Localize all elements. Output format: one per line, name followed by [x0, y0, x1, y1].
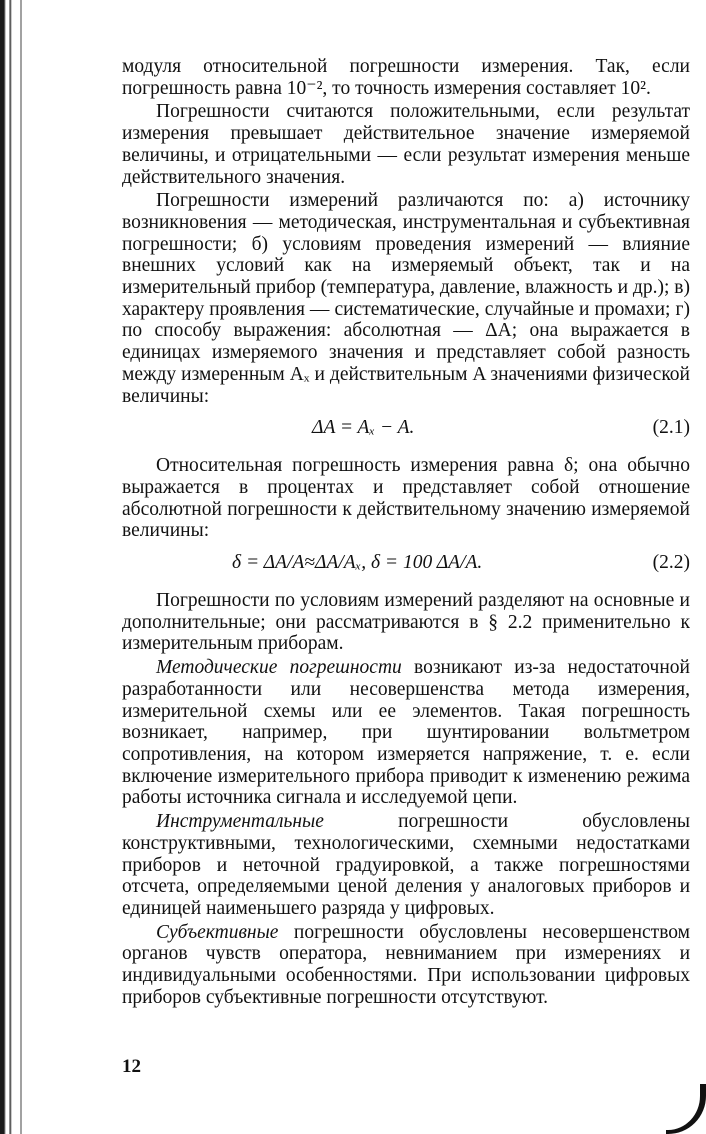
paragraph: Погрешности измерений различаются по: а) источнику возникновения — методическая, инструментальная и субъективная погрешности; б) условиям проведения измерений — влияние внешних условий как на измеряемый объект, так и на измерительный прибор (температура, давление, влажность и др.); в) характеру проявления — систематические, случайные и промахи; г) по способу выражения: абсолютная — ΔA; она выражается в единицах измеряемого значения и представляет собой разность между измеренным Aₓ и действительным A значениями физической величины: — [122, 190, 690, 407]
italic-term: Инструментальные — [156, 811, 324, 833]
equation-number: (2.2) — [652, 552, 690, 574]
equation-number: (2.1) — [652, 417, 690, 439]
page-corner-edge — [666, 1084, 706, 1134]
paragraph — [122, 922, 690, 1009]
formula-expression: ΔA = Aₓ − A. — [312, 417, 415, 439]
italic-term: Субъективные — [156, 921, 279, 943]
formula-2-1 — [122, 411, 690, 445]
page-body — [122, 56, 690, 1008]
page-number: 12 — [122, 1056, 141, 1077]
paragraph — [122, 657, 690, 809]
formula-expression: δ = ΔA/A≈ΔA/Aₓ, δ = 100 ΔA/A. — [232, 552, 483, 574]
paragraph-text: возникают из-за недостаточной разработанности или несовершенства метода измерения, измерительной схемы или ее элементов. Такая погрешность возникает, например, при шунтировании вольтметром сопротивления, на котором измеряется напряжение, т. е. если включение измерительного прибора приводит к изменению режима работы источника сигнала и исследуемой цепи. — [122, 657, 690, 809]
paragraph — [122, 811, 690, 920]
formula-2-2 — [122, 546, 690, 580]
paragraph-text: погрешности обусловлены конструктивными, технологическими, схемными недостатками приборов и неточной градуировкой, а также погрешностями отсчета, определяемыми ценой деления у аналоговых приборов и единицей наименьшего разряда у цифровых. — [122, 811, 690, 919]
italic-term: Методические погрешности — [156, 657, 402, 679]
paragraph: Погрешности считаются положительными, если результат измерения превышает действительное значение измеряемой величины, и отрицательными — если результат измерения меньше действительного значения. — [122, 101, 690, 188]
paragraph: модуля относительной погрешности измерения. Так, если погрешность равна 10⁻², то точность измерения составляет 10². — [122, 56, 690, 99]
paragraph-text: погрешности обусловлены несовершенством органов чувств оператора, невниманием при измерениях и индивидуальными особенностями. При использовании цифровых приборов субъективные погрешности отсутствуют. — [122, 921, 690, 1008]
paragraph: Погрешности по условиям измерений разделяют на основные и дополнительные; они рассматриваются в § 2.2 применительно к измерительным приборам. — [122, 590, 690, 655]
paragraph: Относительная погрешность измерения равна δ; она обычно выражается в процентах и представляет собой отношение абсолютной погрешности к действительному значению измеряемой величины: — [122, 455, 690, 542]
book-spine-shadow — [0, 0, 40, 1134]
